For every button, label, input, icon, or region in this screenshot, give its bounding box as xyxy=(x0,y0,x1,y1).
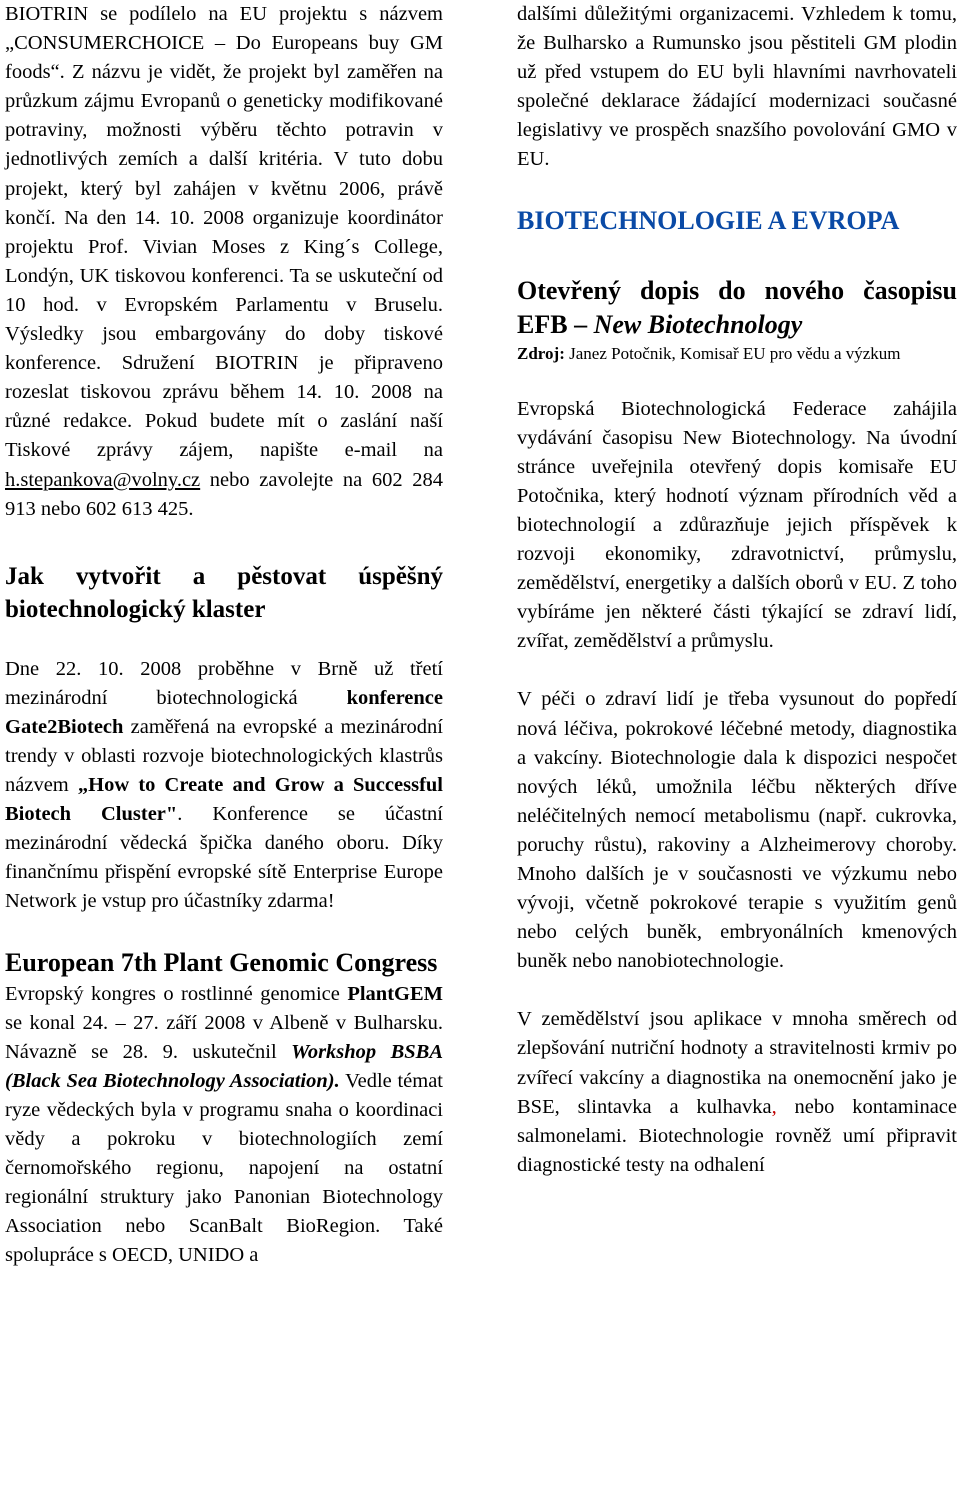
heading-biotech-cluster: Jak vytvořit a pěstovat úspěšný biotechnologický klaster xyxy=(5,562,443,623)
plantgem-paragraph: Evropský kongres o rostlinné genomice PlantGEM se konal 24. – 27. září 2008 v Albeně v Bulharsku. Návazně se 28. 9. uskutečnil Workshop BSBA (Black Sea Biotechnology Association). Vedle témat ryze vědeckých byla v programu snaha o koordinaci vědy a pokroku v biotechnologiích zemí černomořského regionu, napojení na ostatní regionální struktury jako Panonian Biotechnology Association nebo ScanBalt BioRegion. Také spolupráce s OECD, UNIDO a xyxy=(5,982,444,1267)
heading-biotechnologie-evropa: BIOTECHNOLOGIE A EVROPA xyxy=(517,205,900,235)
right-column xyxy=(517,0,957,1180)
email-link[interactable]: h.stepankova@volny.cz xyxy=(5,468,201,491)
left-column xyxy=(5,0,443,1270)
heading-plant-genomic-congress: European 7th Plant Genomic Congress xyxy=(5,947,438,977)
agriculture-paragraph: V zemědělství jsou aplikace v mnoha směrech od zlepšování nutriční hodnoty a stravitelnosti krmiv po zvířecí vakcíny a diagnostika na onemocnění jako je BSE, slintavka a kulhavka, nebo kontaminace salmonelami. Biotechnologie rovněž umí připravit diagnostické testy na odhalení xyxy=(517,1008,957,1176)
continued-paragraph: dalšími důležitými organizacemi. Vzhledem k tomu, že Bulharsko a Rumunsko jsou pěstiteli GM plodin už před vstupem do EU byli hlavními navrhovateli společné deklarace žádající modernizaci současné legislativy ve prospěch snazšího povolování GMO v EU. xyxy=(517,3,957,171)
source-line: Zdroj: Janez Potočnik, Komisař EU pro vědu a výzkum xyxy=(517,343,901,363)
biotrin-paragraph: BIOTRIN se podílelo na EU projektu s názvem „CONSUMERCHOICE – Do Europeans buy GM foods“. Z názvu je vidět, že projekt byl zaměřen na průzkum zájmu Evropanů o geneticky modifikované potraviny, možnosti výběru těchto potravin v jednotlivých zemích a další kritéria. V tuto dobu projekt, který byl zahájen v květnu 2006, právě končí. Na den 14. 10. 2008 organizuje koordinátor projektu Prof. Vivian Moses z King´s College, Londýn, UK tiskovou konferenci. Ta se uskuteční od 10 hod. v Evropském Parlamentu v Bruselu. Výsledky jsou embargovány do doby tiskové konference. Sdružení BIOTRIN je připraveno rozeslat tiskovou zprávu během 14. 10. 2008 na různé redakce. Pokud budete mít o zaslání naší Tiskové zprávy zájem, napište e-mail na h.stepankova@volny.cz nebo zavolejte na 602 284 913 nebo 602 613 425. xyxy=(5,3,443,520)
health-paragraph: V péči o zdraví lidí je třeba vysunout do popředí nová léčiva, pokrokové léčebné metody, diagnostika a vakcíny. Biotechnologie dala k dispozici nespočet nových léků, umožnila léčbu některých dříve neléčitelných nemocí metabolismu (např. cukrovka, poruchy růstu), rakoviny a Alzheimerovy choroby. Mnoho dalších je v současnosti ve výzkumu nebo vývoji, včetně pokrokové terapie s využitím genů nebo celých buněk, embryonálních kmenových buněk nebo nanobiotechnologie. xyxy=(517,688,957,973)
heading-open-letter: Otevřený dopis do nového časopisu EFB – New Biotechnology xyxy=(517,275,957,339)
efb-paragraph: Evropská Biotechnologická Federace zahájila vydávání časopisu New Biotechnology. Na úvodní stránce uveřejnila otevřený dopis komisaře EU Potočnika, který hodnotí význam přírodních věd a biotechnologií a zdůrazňuje jejich příspěvek k rozvoji ekonomiky, zdravotnictví, průmyslu, zemědělství, energetiky a dalších oborů v EU. Z toho vybíráme jen některé části týkající se zdraví lidí, zvířat, zemědělství a průmyslu. xyxy=(517,397,957,653)
gate2biotech-paragraph: Dne 22. 10. 2008 proběhne v Brně už třetí mezinárodní biotechnologická konference Gate2Biotech zaměřená na evropské a mezinárodní trendy v oblasti rozvoje biotechnologických klastrůs názvem „How to Create and Grow a Successful Biotech Cluster". Konference se účastní mezinárodní vědecká špička daného oboru. Díky finančnímu přispění evropské sítě Enterprise Europe Network je vstup pro účastníky zdarma! xyxy=(5,657,443,913)
